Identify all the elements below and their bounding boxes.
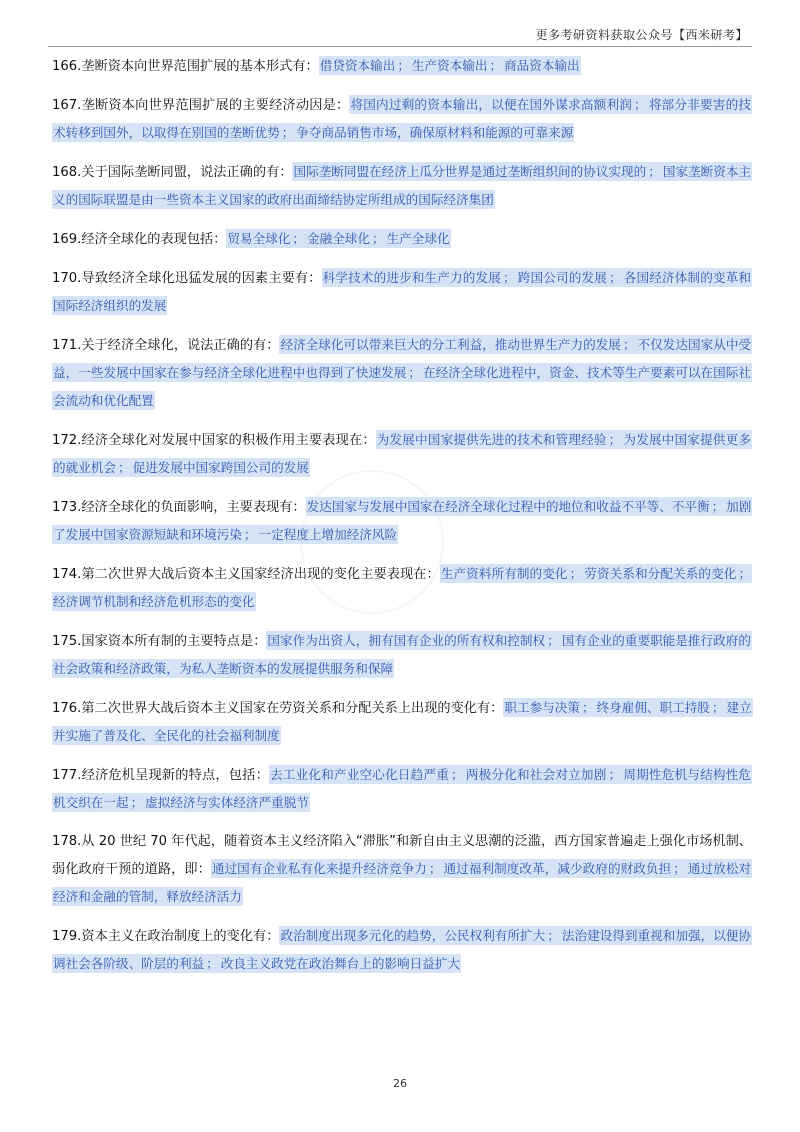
question-item <box>52 694 752 750</box>
highlighted-answer: 劳资关系和分配关系的变化 <box>584 566 737 581</box>
answer-separator: ； <box>489 58 503 73</box>
question-item <box>52 225 752 253</box>
highlighted-answer: 争夺商品销售市场，确保原材料和能源的可靠来源 <box>296 125 574 140</box>
header-divider <box>48 46 752 47</box>
highlighted-answer: 虚拟经济与实体经济严重脱节 <box>145 795 309 810</box>
question-number: 173. <box>52 500 82 515</box>
highlighted-answer: 商品资本输出 <box>504 58 580 73</box>
highlighted-answer: 通过放松对经济和金融的管制，释放经济活力 <box>53 861 752 904</box>
highlighted-answer: 国有企业的重要职能是推行政府的社会政策和经济政策，为私人垄断资本的发展提供服务和保障 <box>53 633 752 676</box>
page-header: 更多考研资料获取公众号【西米研考】 <box>535 28 748 42</box>
question-item <box>52 264 752 320</box>
question-number: 176. <box>52 701 82 716</box>
highlighted-answer: 改良主义政党在政治舞台上的影响日益扩大 <box>220 956 460 971</box>
highlighted-answer: 通过国有企业私有化来提升经济竞争力 <box>211 861 427 876</box>
highlighted-answer: 去工业化和产业空心化日趋严重 <box>269 767 450 782</box>
question-number: 179. <box>52 929 82 944</box>
answer-separator: ； <box>673 861 686 876</box>
highlighted-answer: 跨国公司的发展 <box>517 270 607 285</box>
question-stem: 导致经济全球化迅猛发展的因素主要有： <box>81 271 322 286</box>
answer-separator: ； <box>243 527 257 542</box>
answer-separator: ； <box>451 767 464 782</box>
answer-separator: ； <box>408 365 421 380</box>
question-stem: 关于国际垄断同盟，说法正确的有： <box>81 165 293 180</box>
highlighted-answer: 科学技术的进步和生产力的发展 <box>322 270 502 285</box>
answer-separator: ； <box>608 432 622 447</box>
highlighted-answer: 各国经济体制的变革和国际经济组织的发展 <box>53 270 752 313</box>
answer-separator: ； <box>738 566 752 581</box>
answer-separator: ； <box>547 633 560 648</box>
question-item <box>52 627 752 683</box>
question-stem: 经济全球化对发展中国家的积极作用主要表现在： <box>81 433 376 448</box>
highlighted-answer: 国家垄断资本主义的国际联盟是由一些资本主义国家的政府出面缔结协定所组成的国际经济集团 <box>53 164 752 207</box>
highlighted-answer: 为发展中国家提供更多的就业机会 <box>53 432 752 475</box>
question-item <box>52 331 752 415</box>
question-number: 168. <box>52 165 82 180</box>
question-number: 175. <box>52 634 82 649</box>
question-number: 170. <box>52 271 82 286</box>
question-stem: 经济危机呈现新的特点，包括： <box>81 768 269 783</box>
highlighted-answer: 法治建设得到重视和加强，以便协调社会各阶级、阶层的利益 <box>53 928 752 971</box>
question-number: 172. <box>52 433 82 448</box>
question-stem: 资本主义在政治制度上的变化有： <box>81 929 280 944</box>
question-item <box>52 52 752 80</box>
question-item <box>52 158 752 214</box>
question-stem: 垄断资本向世界范围扩展的基本形式有： <box>81 59 319 74</box>
highlighted-answer: 将部分非要害的技术转移到国外，以取得在别国的垄断优势 <box>53 97 752 140</box>
highlighted-answer: 借贷资本输出 <box>319 58 396 73</box>
question-stem: 从 20 世纪 70 年代起，随着资本主义经济陷入“滞胀”和新自由主义思潮的泛滥，西方国家普遍走上强化市场机制、弱化政府干预的道路，即： <box>52 834 752 877</box>
answer-group <box>319 59 581 74</box>
question-stem: 经济全球化的负面影响，主要表现有： <box>81 500 306 515</box>
answer-separator: ； <box>428 861 442 876</box>
question-number: 169. <box>52 232 82 247</box>
highlighted-answer: 生产资料所有制的变化 <box>440 566 568 581</box>
answer-separator: ； <box>608 767 622 782</box>
question-number: 178. <box>52 834 82 849</box>
highlighted-answer: 加剧了发展中国家资源短缺和环境污染 <box>53 499 752 542</box>
answer-separator: ； <box>292 231 305 246</box>
highlighted-answer: 两极分化和社会对立加剧 <box>465 767 607 782</box>
question-item <box>52 560 752 616</box>
answer-separator: ； <box>547 928 560 943</box>
question-item <box>52 761 752 817</box>
highlighted-answer: 建立并实施了普及化、全民化的社会福利制度 <box>53 700 752 743</box>
question-stem: 经济全球化的表现包括： <box>81 232 227 247</box>
answer-separator: ； <box>711 700 725 715</box>
highlighted-answer: 发达国家与发展中国家在经济全球化过程中的地位和收益不平等、不平衡 <box>306 499 710 514</box>
highlighted-answer: 生产全球化 <box>386 231 450 246</box>
highlighted-answer: 经济全球化可以带来巨大的分工利益，推动世界生产力的发展 <box>280 337 621 352</box>
question-item <box>52 426 752 482</box>
highlighted-answer: 职工参与决策 <box>504 700 580 715</box>
question-item <box>52 922 752 978</box>
question-item <box>52 828 752 911</box>
highlighted-answer: 为发展中国家提供先进的技术和管理经验 <box>376 432 607 447</box>
question-number: 174. <box>52 567 82 582</box>
question-stem: 关于经济全球化，说法正确的有： <box>81 338 280 353</box>
answer-separator: ； <box>206 956 219 971</box>
highlighted-answer: 金融全球化 <box>307 231 370 246</box>
answer-separator: ； <box>581 700 595 715</box>
highlighted-answer: 政治制度出现多元化的趋势，公民权利有所扩大 <box>280 928 546 943</box>
question-number: 166. <box>52 59 82 74</box>
answer-separator: ； <box>130 795 144 810</box>
highlighted-answer: 促进发展中国家跨国公司的发展 <box>132 460 309 475</box>
question-number: 167. <box>52 98 82 113</box>
highlighted-answer: 一定程度上增加经济风险 <box>258 527 398 542</box>
answer-separator: ； <box>622 337 636 352</box>
answer-separator: ； <box>608 270 622 285</box>
answer-separator: ； <box>648 164 661 179</box>
answer-separator: ； <box>569 566 583 581</box>
answer-separator: ； <box>634 97 647 112</box>
answer-separator: ； <box>371 231 385 246</box>
highlighted-answer: 贸易全球化 <box>227 231 291 246</box>
highlighted-answer: 周期性危机与结构性危机交织在一起 <box>53 767 752 810</box>
answer-separator: ； <box>397 58 410 73</box>
highlighted-answer: 国际垄断同盟在经济上瓜分世界是通过垄断组织间的协议实现的 <box>293 164 647 179</box>
question-number: 177. <box>52 768 82 783</box>
highlighted-answer: 不仅发达国家从中受益，一些发展中国家在参与经济全球化进程中也得到了快速发展 <box>53 337 752 380</box>
question-item <box>52 91 752 147</box>
question-item <box>52 493 752 549</box>
question-list <box>52 52 752 989</box>
highlighted-answer: 在经济全球化进程中，资金、技术等生产要素可以在国际社会流动和优化配置 <box>53 365 752 408</box>
question-stem: 第二次世界大战后资本主义国家在劳资关系和分配关系上出现的变化有： <box>81 701 504 716</box>
answer-separator: ； <box>503 270 516 285</box>
question-number: 171. <box>52 338 82 353</box>
highlighted-answer: 通过福利制度改革，减少政府的财政负担 <box>443 861 672 876</box>
highlighted-answer: 生产资本输出 <box>411 58 488 73</box>
answer-group <box>226 232 450 247</box>
highlighted-answer: 将国内过剩的资本输出，以便在国外谋求高额利润 <box>350 97 633 112</box>
answer-separator: ； <box>117 460 131 475</box>
question-stem: 垄断资本向世界范围扩展的主要经济动因是： <box>81 98 350 113</box>
answer-separator: ； <box>281 125 295 140</box>
answer-separator: ； <box>711 499 725 514</box>
page-number: 26 <box>393 1077 407 1090</box>
question-stem: 第二次世界大战后资本主义国家经济出现的变化主要表现在： <box>81 567 440 582</box>
highlighted-answer: 经济调节机制和经济危机形态的变化 <box>53 594 255 609</box>
highlighted-answer: 国家作为出资人，拥有国有企业的所有权和控制权 <box>267 633 546 648</box>
question-stem: 国家资本所有制的主要特点是： <box>81 634 267 649</box>
highlighted-answer: 终身雇佣、职工持股 <box>596 700 710 715</box>
